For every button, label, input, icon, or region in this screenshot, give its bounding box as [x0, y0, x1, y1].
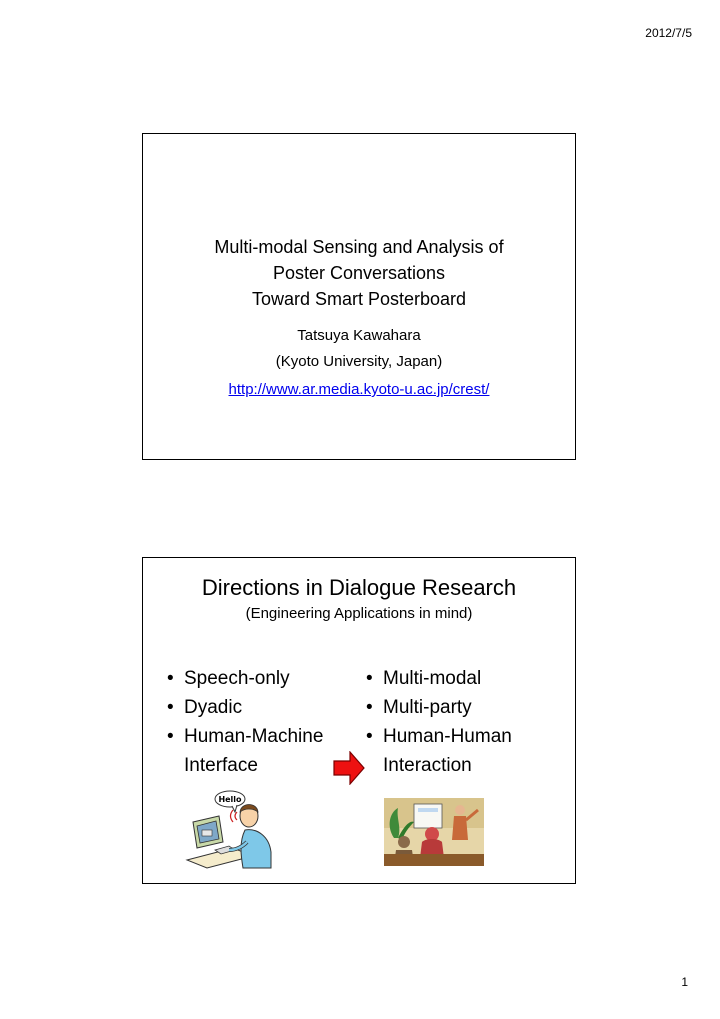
title-line-2: Poster Conversations [272, 263, 446, 283]
print-date: 2012/7/5 [645, 26, 692, 40]
title-slide [142, 133, 576, 460]
right-bullet-list [366, 664, 536, 780]
author-affiliation: (Kyoto University, Japan) [275, 353, 443, 370]
list-item: • Human-Human Interaction [366, 722, 536, 780]
list-item: • Multi-modal [366, 664, 536, 693]
meeting-room-clipart [384, 798, 484, 866]
list-item: • Speech-only [167, 664, 337, 693]
list-item: • Dyadic [167, 693, 337, 722]
list-item: • Multi-party [366, 693, 536, 722]
person-at-computer-clipart [185, 790, 277, 870]
slide-title: Directions in Dialogue Research [201, 575, 517, 600]
title-line-3: Toward Smart Posterboard [251, 289, 467, 309]
left-bullet-list [167, 664, 337, 780]
list-item: • Human-Machine Interface [167, 722, 337, 780]
page-number: 1 [681, 975, 688, 989]
slide-subtitle: (Engineering Applications in mind) [245, 605, 473, 622]
right-arrow-icon [333, 751, 365, 785]
slide-title [143, 234, 575, 312]
title-line-1: Multi-modal Sensing and Analysis of [214, 237, 504, 257]
speech-bubble-text: Hello [218, 795, 242, 804]
directions-slide [142, 557, 576, 884]
author-name: Tatsuya Kawahara [297, 327, 421, 344]
project-url-link[interactable]: http://www.ar.media.kyoto-u.ac.jp/crest/ [228, 381, 490, 398]
